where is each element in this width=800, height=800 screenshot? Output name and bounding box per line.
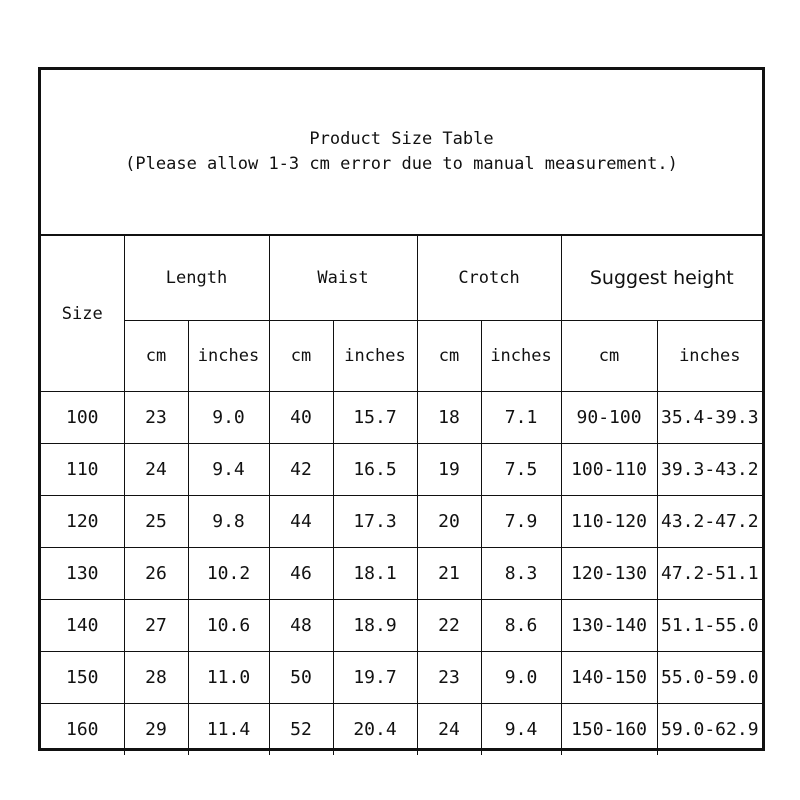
table-title-block	[41, 70, 762, 236]
table-row	[41, 548, 762, 600]
table-cell: 9.0	[481, 652, 561, 704]
table-cell: 35.4-39.3	[657, 392, 762, 444]
table-cell: 20	[417, 496, 481, 548]
table-cell: 47.2-51.1	[657, 548, 762, 600]
table-cell: 27	[124, 600, 188, 652]
header-crotch: Crotch	[417, 236, 561, 321]
table-cell: 9.4	[481, 704, 561, 756]
table-cell: 18	[417, 392, 481, 444]
table-cell: 29	[124, 704, 188, 756]
table-cell: 7.1	[481, 392, 561, 444]
unit-header: inches	[657, 321, 762, 392]
table-cell: 39.3-43.2	[657, 444, 762, 496]
table-cell: 17.3	[333, 496, 417, 548]
table-cell: 9.0	[188, 392, 269, 444]
table-cell: 15.7	[333, 392, 417, 444]
table-cell: 8.3	[481, 548, 561, 600]
table-cell: 52	[269, 704, 333, 756]
table-cell: 22	[417, 600, 481, 652]
table-row	[41, 652, 762, 704]
table-cell: 130-140	[561, 600, 657, 652]
table-row	[41, 496, 762, 548]
table-cell: 18.9	[333, 600, 417, 652]
table-cell: 26	[124, 548, 188, 600]
table-cell: 23	[417, 652, 481, 704]
table-cell: 9.4	[188, 444, 269, 496]
table-cell: 100-110	[561, 444, 657, 496]
table-cell: 28	[124, 652, 188, 704]
table-cell: 7.5	[481, 444, 561, 496]
table-cell: 11.0	[188, 652, 269, 704]
table-cell: 100	[41, 392, 124, 444]
header-size: Size	[41, 236, 124, 392]
table-cell: 10.2	[188, 548, 269, 600]
table-cell: 150-160	[561, 704, 657, 756]
header-suggest-height: Suggest height	[561, 236, 762, 321]
table-cell: 19.7	[333, 652, 417, 704]
table-cell: 120	[41, 496, 124, 548]
header-row-units	[41, 321, 762, 392]
unit-header: cm	[124, 321, 188, 392]
table-cell: 110-120	[561, 496, 657, 548]
table-cell: 25	[124, 496, 188, 548]
unit-header: inches	[188, 321, 269, 392]
size-table	[41, 236, 762, 755]
header-length: Length	[124, 236, 269, 321]
table-cell: 20.4	[333, 704, 417, 756]
unit-header: inches	[481, 321, 561, 392]
table-cell: 16.5	[333, 444, 417, 496]
size-table-frame	[38, 67, 765, 751]
table-body	[41, 392, 762, 756]
table-row	[41, 704, 762, 756]
table-cell: 150	[41, 652, 124, 704]
table-row	[41, 444, 762, 496]
table-cell: 59.0-62.9	[657, 704, 762, 756]
table-cell: 120-130	[561, 548, 657, 600]
table-cell: 10.6	[188, 600, 269, 652]
table-cell: 50	[269, 652, 333, 704]
table-cell: 48	[269, 600, 333, 652]
unit-header: inches	[333, 321, 417, 392]
table-cell: 9.8	[188, 496, 269, 548]
table-cell: 19	[417, 444, 481, 496]
table-cell: 7.9	[481, 496, 561, 548]
table-cell: 140-150	[561, 652, 657, 704]
table-row	[41, 392, 762, 444]
unit-header: cm	[561, 321, 657, 392]
table-cell: 23	[124, 392, 188, 444]
table-cell: 46	[269, 548, 333, 600]
table-row	[41, 600, 762, 652]
table-cell: 8.6	[481, 600, 561, 652]
table-cell: 18.1	[333, 548, 417, 600]
unit-header: cm	[269, 321, 333, 392]
table-cell: 43.2-47.2	[657, 496, 762, 548]
unit-header: cm	[417, 321, 481, 392]
table-cell: 11.4	[188, 704, 269, 756]
table-cell: 42	[269, 444, 333, 496]
table-title: Product Size Table	[309, 129, 494, 149]
header-row-groups	[41, 236, 762, 321]
table-cell: 24	[124, 444, 188, 496]
table-cell: 51.1-55.0	[657, 600, 762, 652]
table-subtitle: (Please allow 1-3 cm error due to manual measurement.)	[125, 154, 678, 174]
table-cell: 21	[417, 548, 481, 600]
header-waist: Waist	[269, 236, 417, 321]
table-cell: 55.0-59.0	[657, 652, 762, 704]
table-cell: 130	[41, 548, 124, 600]
table-cell: 90-100	[561, 392, 657, 444]
table-cell: 24	[417, 704, 481, 756]
table-cell: 44	[269, 496, 333, 548]
table-cell: 110	[41, 444, 124, 496]
table-cell: 40	[269, 392, 333, 444]
table-cell: 140	[41, 600, 124, 652]
table-cell: 160	[41, 704, 124, 756]
